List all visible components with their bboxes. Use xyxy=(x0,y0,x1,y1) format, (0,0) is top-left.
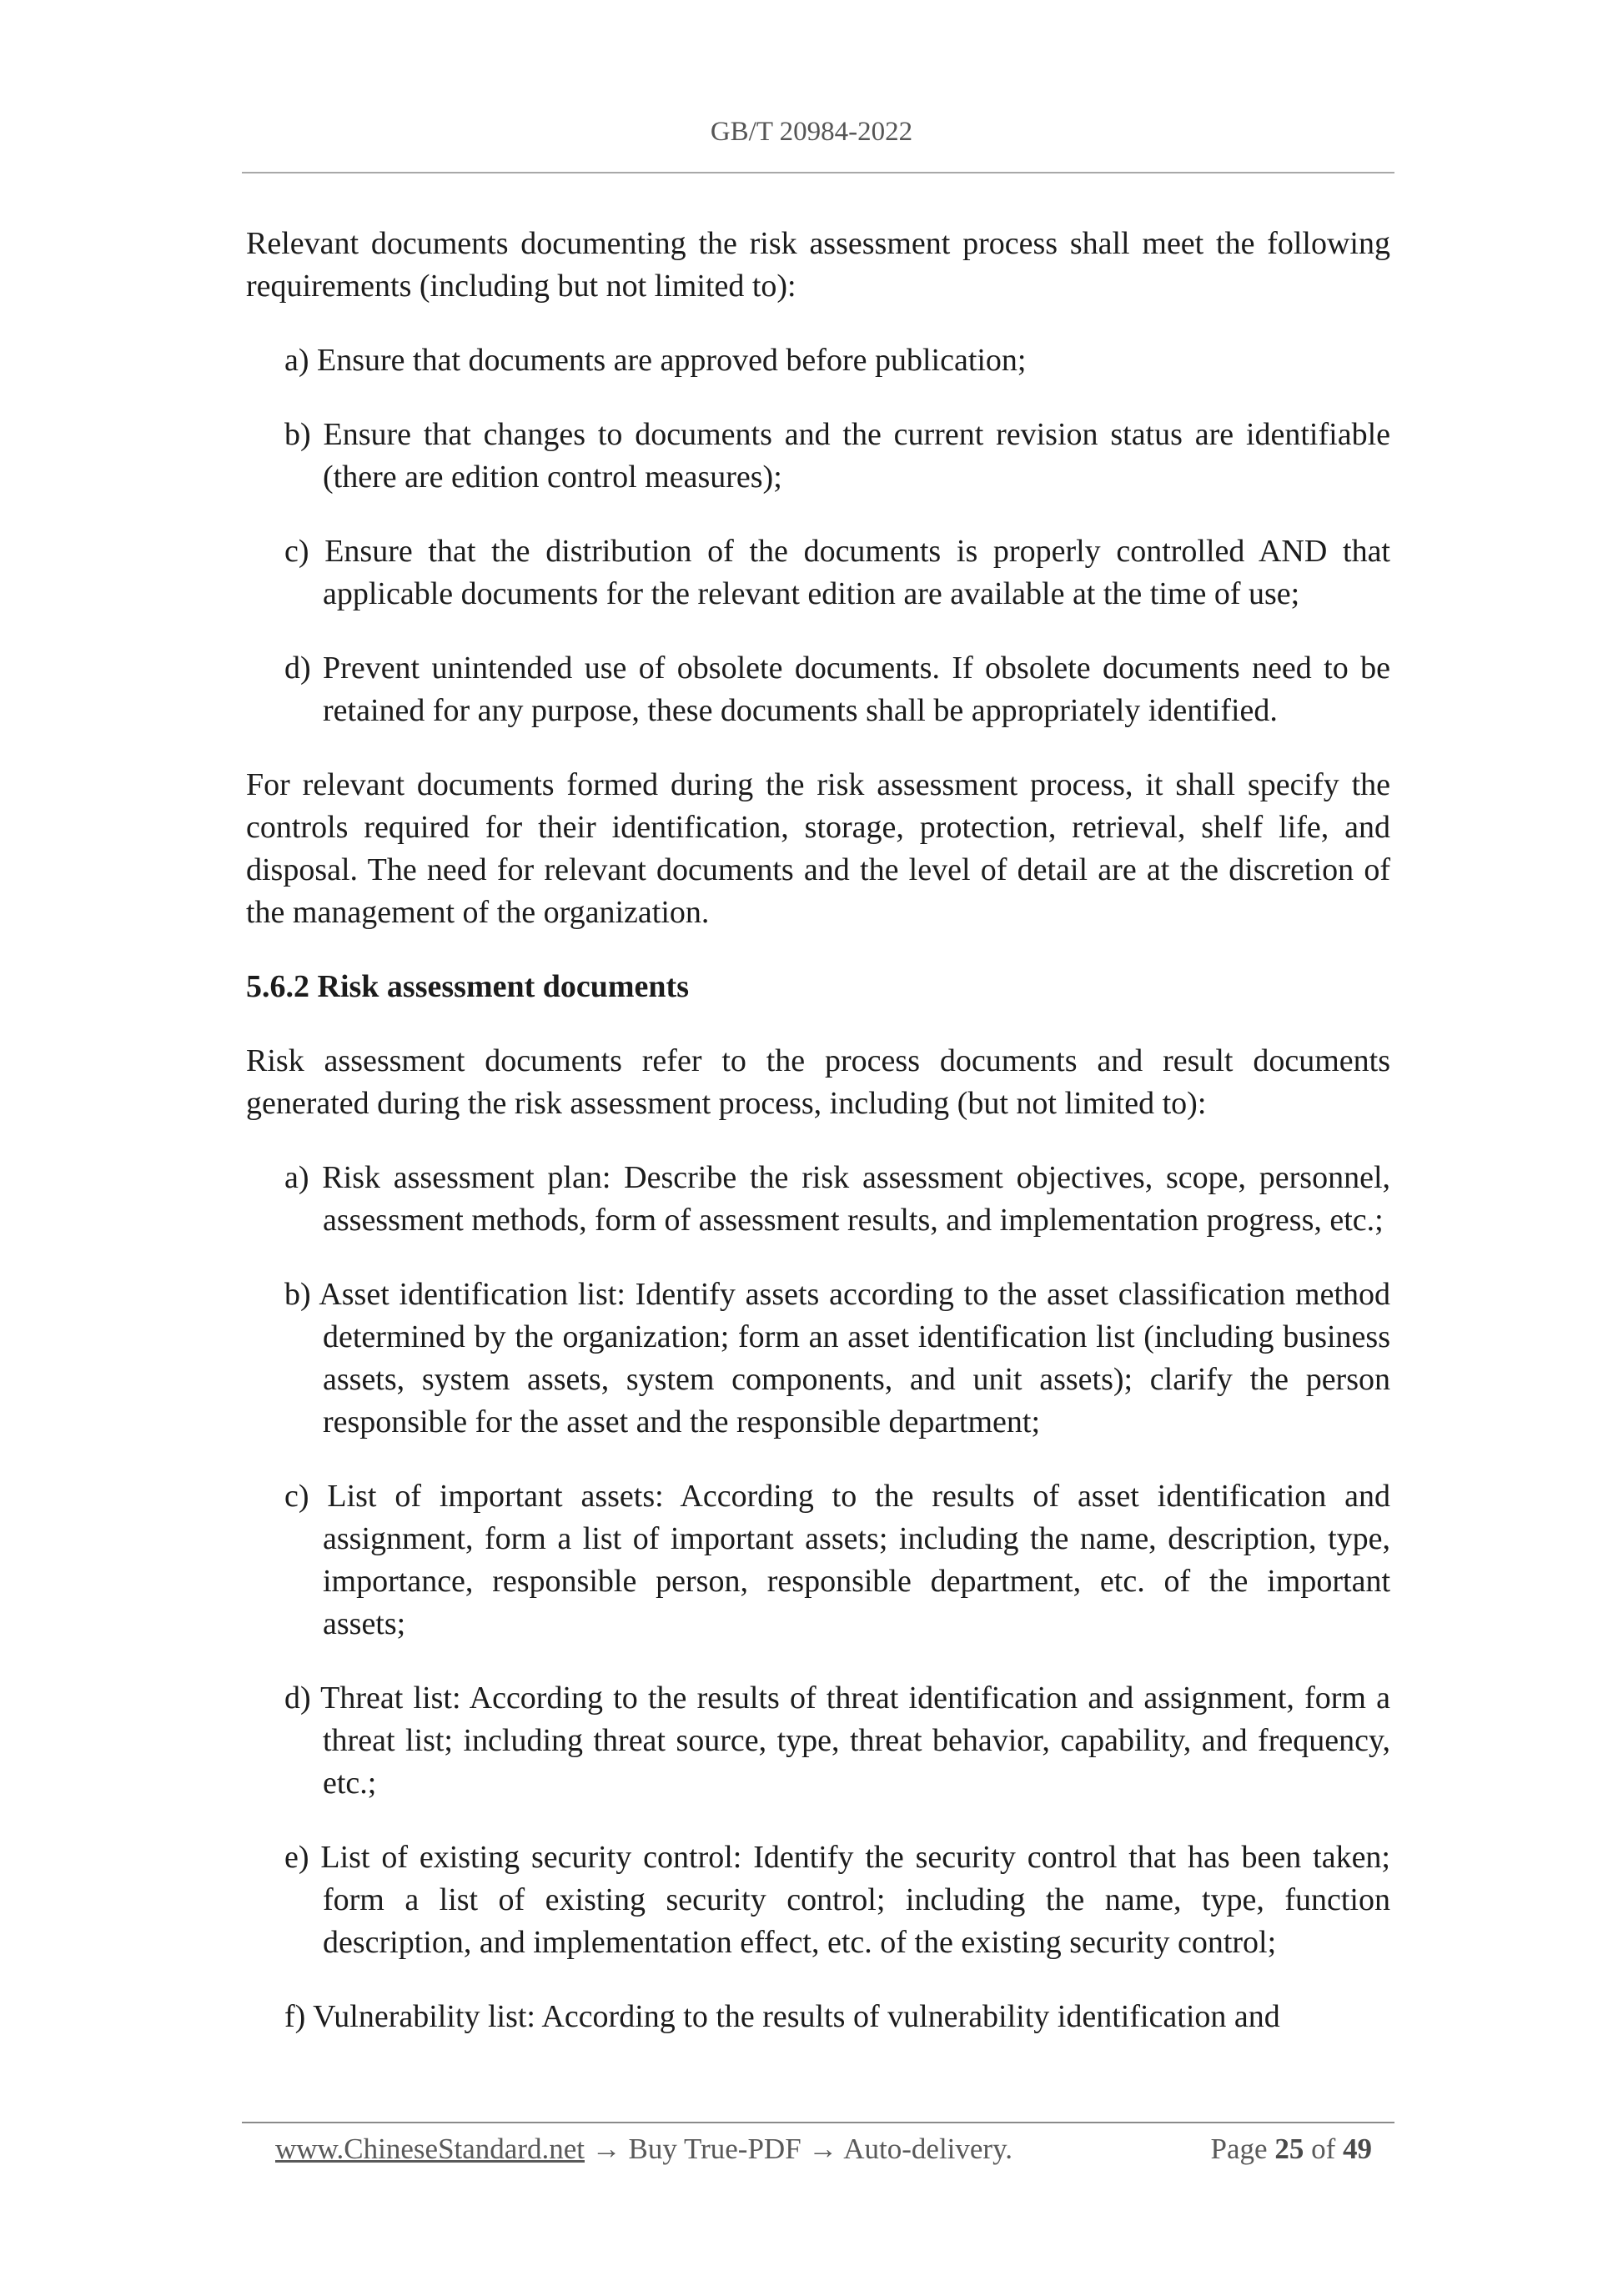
footer-divider xyxy=(242,2122,1394,2123)
header-divider xyxy=(242,172,1394,173)
buy-text: Buy True-PDF xyxy=(628,2133,801,2165)
list-item: e) List of existing security control: Identify the security control that has been taken; form a list of existing security control; including the name, type, function description, and implementation effect, etc. of the existing security control; xyxy=(284,1840,1390,1960)
page-content xyxy=(246,223,1390,2038)
list-item: b) Asset identification list: Identify assets according to the asset classification method determined by the organization; form an asset identification list (including business assets, system assets, system components, and unit assets); clarify the person responsible for the asset and the responsible department; xyxy=(284,1277,1390,1439)
section-heading: 5.6.2 Risk assessment documents xyxy=(246,969,689,1004)
intro-paragraph: Relevant documents documenting the risk assessment process shall meet the following requirements (including but not limited to): xyxy=(246,226,1390,304)
page-number: 25 xyxy=(1274,2133,1304,2165)
page-footer xyxy=(275,2133,1372,2166)
list-item: d) Prevent unintended use of obsolete documents. If obsolete documents need to be retained for any purpose, these documents shall be appropriately identified. xyxy=(284,651,1390,728)
document-id-header: GB/T 20984-2022 xyxy=(710,117,913,147)
risk-docs-paragraph: Risk assessment documents refer to the process documents and result documents generated during the risk assessment process, including (but not limited to): xyxy=(246,1043,1390,1121)
list-item: c) Ensure that the distribution of the documents is properly controlled AND that applicable documents for the relevant edition are available at the time of use; xyxy=(284,534,1390,611)
list-item: c) List of important assets: According to the results of asset identification and assignment, form a list of important assets; including the name, description, type, importance, responsible person, responsible department, etc. of the important assets; xyxy=(284,1479,1390,1641)
list-item: b) Ensure that changes to documents and the current revision status are identifiable (there are edition control measures); xyxy=(284,417,1390,495)
page-indicator xyxy=(1211,2133,1372,2166)
list-item: a) Ensure that documents are approved before publication; xyxy=(284,343,1027,378)
list-item: d) Threat list: According to the results of threat identification and assignment, form a threat list; including threat source, type, threat behavior, capability, and frequency, etc.; xyxy=(284,1681,1390,1801)
arrow-right-icon: → xyxy=(808,2133,838,2165)
website-link[interactable]: www.ChineseStandard.net xyxy=(275,2133,585,2165)
delivery-text: Auto-delivery. xyxy=(843,2133,1013,2165)
list-item: a) Risk assessment plan: Describe the risk assessment objectives, scope, personnel, assessment methods, form of assessment results, and implementation progress, etc.; xyxy=(284,1160,1390,1238)
footer-links xyxy=(275,2133,1012,2166)
controls-paragraph: For relevant documents formed during the risk assessment process, it shall specify the controls required for their identification, storage, protection, retrieval, shelf life, and disposal. The need for relevant documents and the level of detail are at the discretion of the management of the organization. xyxy=(246,767,1390,930)
list-item: f) Vulnerability list: According to the results of vulnerability identification and xyxy=(284,1999,1280,2034)
of-label: of xyxy=(1311,2133,1336,2165)
page-total: 49 xyxy=(1343,2133,1372,2165)
arrow-right-icon: → xyxy=(591,2133,621,2165)
page-label: Page xyxy=(1210,2133,1268,2165)
